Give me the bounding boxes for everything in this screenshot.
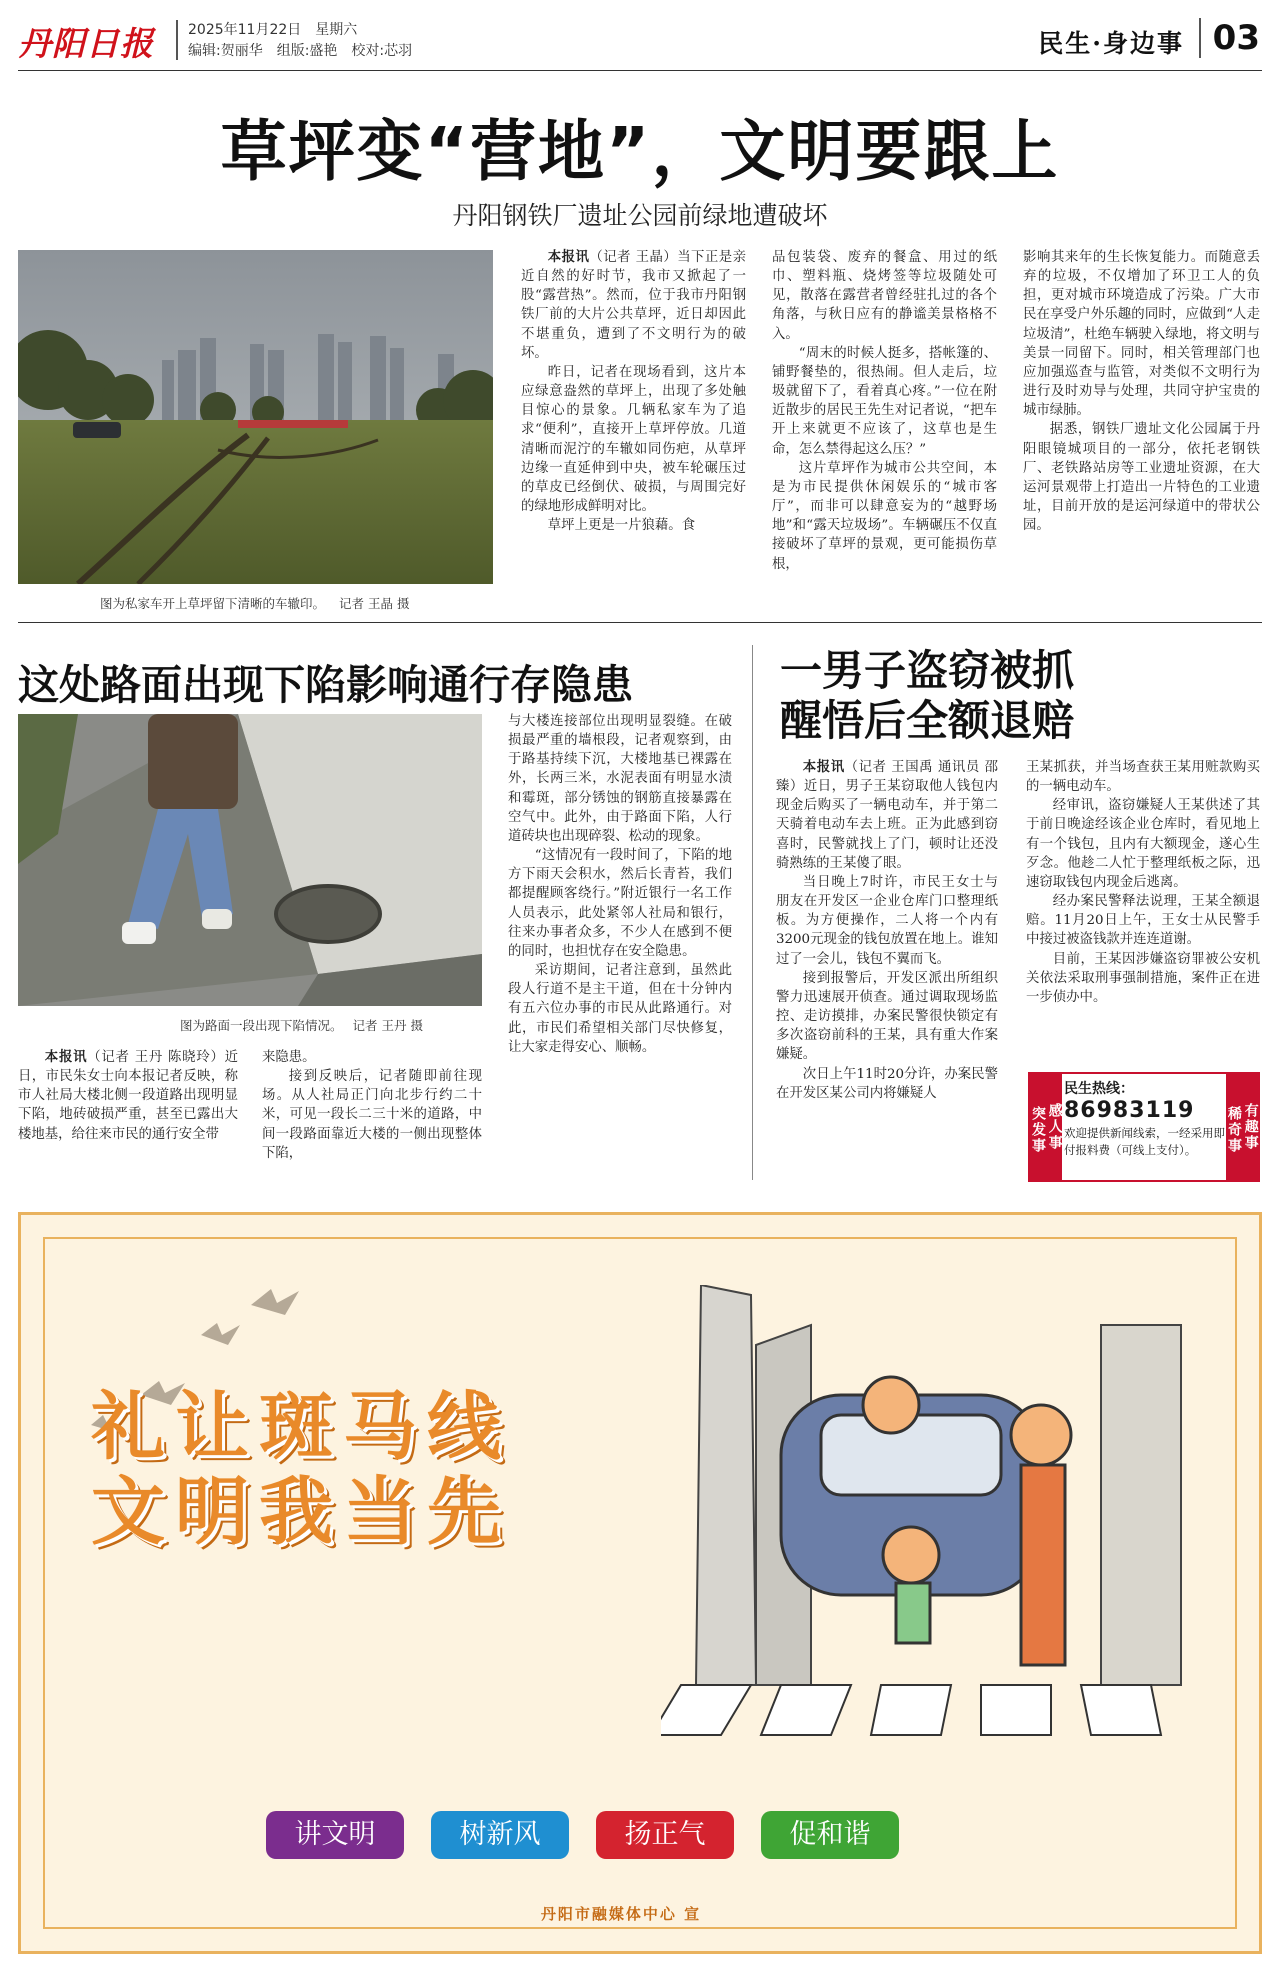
byline-prefix: 本报讯 — [547, 249, 590, 265]
newspaper-logo: 丹阳日报 — [18, 24, 154, 63]
lead-para: 这片草坪作为城市公共空间，本是为市民提供休闲娱乐的“城市客厅”，而非可以肆意妄为的“越野场地”和“露天垃圾场”。车辆碾压不仅直接破坏了草坪的景观，更可能损伤草根， — [772, 460, 997, 572]
slogan-text: 扬正气 — [624, 1819, 706, 1850]
road-para: 近日，市民朱女士向本报记者反映，称市人社局大楼北侧一段道路出现明显下陷，地砖破损严重，甚至已露出大楼地基，给往来市民的通行安全带 — [18, 1050, 239, 1142]
hotline-right-tag — [1226, 1074, 1258, 1180]
caption-text: 图为路面一段出现下陷情况。 — [180, 1018, 343, 1033]
lead-para: 据悉，钢铁厂遗址文化公园属于丹阳眼镜城项目的一部分，依托老钢铁厂、老铁路站房等工业遗址资源，在大运河景观带上打造出一片特色的工业遗址，目前开放的是运河绿道中的带状公园。 — [1023, 422, 1260, 534]
lead-column-3 — [1023, 248, 1260, 535]
road-para: 来隐患。 — [262, 1050, 316, 1065]
theft-para: 经审讯，盗窃嫌疑人王某供述了其于前日晚途经该企业仓库时，看见地上有一个钱包，且内有大额现金，遂心生歹念。他趁二人忙于整理纸板之际，迅速窃取钱包内现金后逃离。 — [1026, 798, 1260, 890]
road-para: “这情况有一段时间了，下陷的地方下雨天会积水，然后长青苔，我们都提醒顾客绕行。”附近银行一名工作人员表示，此处紧邻人社局和银行，往来办事者众多，不少人在感到不便的同时，也担忧存在安全隐患。 — [508, 848, 732, 959]
theft-column-2 — [1026, 758, 1260, 1007]
zebra-crossing-ad — [18, 1212, 1262, 1954]
road-column-2 — [262, 1048, 482, 1163]
road-column-1 — [18, 1048, 238, 1144]
hotline-tag-text: 突发事 — [1030, 1106, 1046, 1154]
header-divider — [176, 20, 178, 60]
hotline-number: 86983119 — [1064, 1098, 1195, 1123]
section-rule — [18, 622, 1262, 623]
byline: （记者 王丹 陈晓玲） — [87, 1050, 225, 1065]
theft-headline-line2: 醒悟后全额退赔 — [780, 696, 1075, 746]
editors-line: 编辑:贺丽华 组版:盛艳 校对:芯羽 — [188, 43, 413, 59]
hotline-tag-text: 感人事 — [1046, 1103, 1063, 1151]
column-divider — [752, 645, 753, 1180]
caption-credit: 记者 王丹 摄 — [352, 1018, 423, 1033]
slogan-text: 树新风 — [459, 1819, 541, 1850]
hotline-left-tag — [1030, 1074, 1062, 1180]
byline: （记者 王国禹 通讯员 邵臻） — [776, 760, 998, 795]
theft-para: 次日上午11时20分许，办案民警在开发区某公司内将嫌疑人 — [776, 1066, 998, 1101]
theft-column-1 — [776, 758, 998, 1103]
hotline-tag-text: 稀奇事 — [1226, 1106, 1242, 1154]
hotline-tag-text: 有趣事 — [1242, 1103, 1259, 1151]
lead-para: 草坪上更是一片狼藉。食 — [547, 518, 696, 534]
ad-footer: 丹阳市融媒体中心 宣 — [540, 1905, 702, 1923]
page-number: 03 — [1199, 18, 1260, 58]
theft-para: 接到报警后，开发区派出所组织警力迅速展开侦查。通过调取现场监控、走访摸排，办案民警很快锁定有多次盗窃前科的王某，具有重大作案嫌疑。 — [776, 970, 998, 1063]
lead-para: 品包装袋、废弃的餐盒、用过的纸巾、塑料瓶、烧烤签等垃圾随处可见，散落在露营者曾经驻扎过的各个角落，与秋日应有的静谧美景格格不入。 — [772, 250, 997, 342]
slogan-text: 讲文明 — [294, 1819, 376, 1850]
header-meta — [188, 20, 412, 62]
date-line: 2025年11月22日 星期六 — [188, 22, 358, 38]
road-para: 与大楼连接部位出现明显裂缝。在破损最严重的墙根段，记者观察到，由于路基持续下沉，大楼地基已裸露在外，长两三米，水泥表面有明显水渍和霉斑，部分锈蚀的钢筋直接暴露在空气中。此外，由于路面下陷，人行道砖块也出现碎裂、松动的现象。 — [508, 714, 732, 844]
slogan-text: 促和谐 — [789, 1819, 871, 1850]
caption-text: 图为私家车开上草坪留下清晰的车辙印。 — [100, 596, 326, 611]
theft-para: 经办案民警释法说理，王某全额退赔。11月20日上午，王女士从民警手中接过被盗钱款并连连道谢。 — [1026, 894, 1260, 948]
slogan-pill — [596, 1811, 734, 1859]
ad-title — [91, 1385, 511, 1555]
lawn-photo-caption — [100, 594, 409, 612]
hotline-box — [1028, 1072, 1260, 1182]
lead-subheadline: 丹阳钢铁厂遗址公园前绿地遭破坏 — [452, 201, 828, 230]
hotline-content — [1064, 1078, 1226, 1158]
road-column-3 — [508, 712, 732, 1057]
theft-para: 目前，王某因涉嫌盗窃罪被公安机关依法采取刑事强制措施，案件正在进一步侦办中。 — [1026, 951, 1260, 1005]
byline: （记者 王晶） — [589, 250, 678, 265]
ad-title-line2: 文明我当先 — [91, 1469, 511, 1556]
crosswalk-illustration — [661, 1285, 1221, 1745]
hotline-label: 民生热线： — [1064, 1081, 1134, 1097]
slogan-pill — [266, 1811, 404, 1859]
ad-title-line1: 礼让斑马线 — [91, 1384, 511, 1470]
road-para: 采访期间，记者注意到，虽然此段人行道不是主干道，但在十分钟内有五六位办事的市民从此路通行。对此，市民们希望相关部门尽快修复，让大家走得安心、顺畅。 — [508, 963, 732, 1055]
lead-para: 当下正是亲近自然的好时节，我市又掀起了一股“露营热”。然而，位于我市丹阳钢铁厂前的大片公共草坪，近日却因此不堪重负，遭到了不文明行为的破坏。 — [521, 250, 747, 361]
theft-para: 近日，男子王某窃取他人钱包内现金后购买了一辆电动车，并于第二天骑着电动车去上班。正为此感到窃喜时，民警就找上了门，顿时让还没骑熟练的王某傻了眼。 — [776, 779, 999, 871]
road-headline: 这处路面出现下陷影响通行存隐患 — [18, 661, 633, 709]
hotline-desc: 欢迎提供新闻线索，一经采用即付报料费（可线上支付）。 — [1064, 1126, 1225, 1157]
lead-para: 影响其来年的生长恢复能力。而随意丢弃的垃圾，不仅增加了环卫工人的负担，更对城市环境造成了污染。广大市民在享受户外乐趣的同时，应做到“人走垃圾清”，杜绝车辆驶入绿地，将文明与美景一同留下。同时，相关管理部门也应加强巡查与监管，对类似不文明行为进行及时劝导与处理，共同守护宝贵的城市绿肺。 — [1023, 250, 1260, 419]
theft-headline-line1: 一男子盗窃被抓 — [780, 646, 1075, 695]
lead-headline: 草坪变“营地”，文明要跟上 — [220, 113, 1060, 190]
caption-credit: 记者 王晶 摄 — [339, 596, 410, 611]
lead-column-2 — [772, 248, 997, 574]
byline-prefix: 本报讯 — [802, 759, 845, 775]
slogan-pill — [431, 1811, 569, 1859]
theft-para: 当日晚上7时许，市民王女士与朋友在开发区一企业仓库门口整理纸板。为方便操作，二人将一个内有3200元现金的钱包放置在地上。谁知过了一会儿，钱包不翼而飞。 — [776, 874, 998, 967]
byline-prefix: 本报讯 — [44, 1049, 88, 1065]
road-photo — [18, 714, 482, 1006]
theft-headline — [780, 646, 1074, 747]
lead-para: 昨日，记者在现场看到，这片本应绿意盎然的草坪上，出现了多处触目惊心的景象。几辆私家车为了追求“便利”，直接开上草坪停放。几道清晰而泥泞的车辙如同伤疤，从草坪边缘一直延伸到中央，被车轮碾压过的草皮已经倒伏、破损，与周围完好的绿地形成鲜明对比。 — [521, 364, 746, 515]
lawn-photo — [18, 250, 493, 584]
header-rule — [18, 70, 1262, 71]
section-title: 民生·身边事 — [1038, 29, 1184, 58]
lead-column-1 — [521, 248, 746, 535]
slogan-pill — [761, 1811, 899, 1859]
theft-para: 王某抓获，并当场查获王某用赃款购买的一辆电动车。 — [1026, 760, 1260, 795]
lead-para: “周末的时候人挺多，搭帐篷的、铺野餐垫的，很热闹。但人走后，垃圾就留下了，看着真心疼。”一位在附近散步的居民王先生对记者说，“把车开上来就更不应该了，这草也是生命，怎么禁得起这么压？” — [772, 345, 997, 457]
road-photo-caption — [180, 1016, 423, 1034]
road-para: 接到反映后，记者随即前往现场。从人社局正门向北步行约二十米，可见一段长二三十米的道路，中间一段路面靠近大楼的一侧出现整体下陷， — [262, 1069, 482, 1161]
